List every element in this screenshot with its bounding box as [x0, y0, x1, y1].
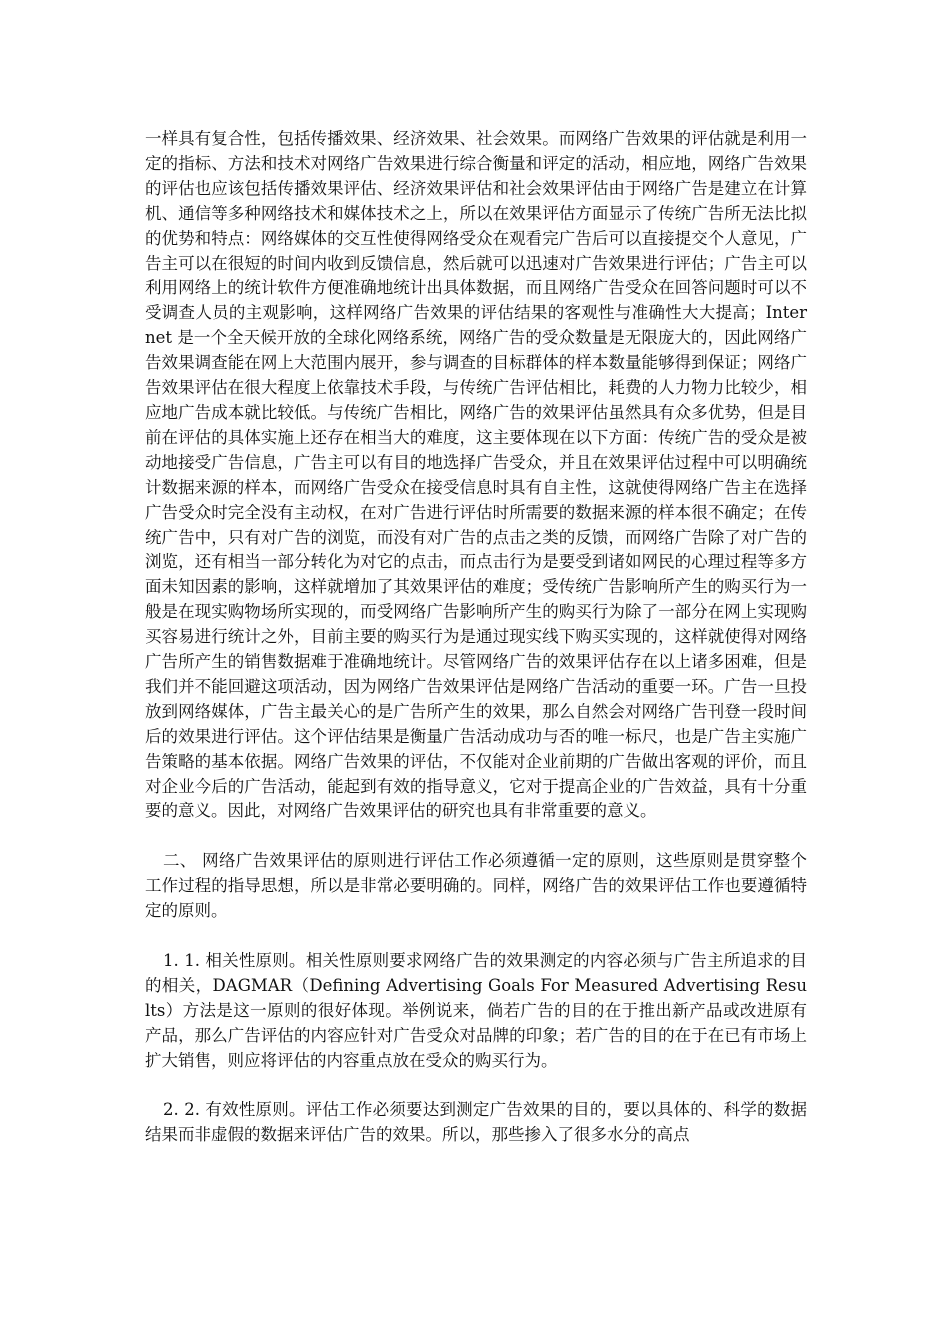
paragraph-spacer: [145, 824, 807, 849]
list-item-validity-principle: 2. 2. 有效性原则。评估工作必须要达到测定广告效果的目的，要以具体的、科学的数据结果而非虚假的数据来评估广告的效果。所以，那些掺入了很多水分的高点: [145, 1100, 807, 1145]
paragraph-spacer: [145, 1073, 807, 1098]
section-heading-principles: 二、 网络广告效果评估的原则进行评估工作必须遵循一定的原则，这些原则是贯穿整个工作过程的指导思想，所以是非常必要明确的。同样，网络广告的效果评估工作也要遵循特定的原则。: [145, 851, 807, 921]
document-body: [145, 127, 807, 1148]
body-paragraph-effect-evaluation: 一样具有复合性，包括传播效果、经济效果、社会效果。而网络广告效果的评估就是利用一定的指标、方法和技术对网络广告效果进行综合衡量和评定的活动，相应地，网络广告效果的评估也应该包括传播效果评估、经济效果评估和社会效果评估由于网络广告是建立在计算机、通信等多种网络技术和媒体技术之上，所以在效果评估方面显示了传统广告所无法比拟的优势和特点：网络媒体的交互性使得网络受众在观看完广告后可以直接提交个人意见，广告主可以在很短的时间内收到反馈信息，然后就可以迅速对广告效果进行评估；广告主可以利用网络上的统计软件方便准确地统计出具体数据，而且网络广告受众在回答问题时可以不受调查人员的主观影响，这样网络广告效果的评估结果的客观性与准确性大大提高；Internet 是一个全天候开放的全球化网络系统，网络广告的受众数量是无限庞大的，因此网络广告效果调查能在网上大范围内展开，参与调查的目标群体的样本数量能够得到保证；网络广告效果评估在很大程度上依靠技术手段，与传统广告评估相比，耗费的人力物力比较少，相应地广告成本就比较低。与传统广告相比，网络广告的效果评估虽然具有众多优势，但是目前在评估的具体实施上还存在相当大的难度，这主要体现在以下方面：传统广告的受众是被动地接受广告信息，广告主可以有目的地选择广告受众，并且在效果评估过程中可以明确统计数据来源的样本，而网络广告受众在接受信息时具有自主性，这就使得网络广告主在选择广告受众时完全没有主动权，在对广告进行评估时所需要的数据来源的样本很不确定；在传统广告中，只有对广告的浏览，而没有对广告的点击之类的反馈，而网络广告除了对广告的浏览，还有相当一部分转化为对它的点击，而点击行为是要受到诸如网民的心理过程等多方面未知因素的影响，这样就增加了其效果评估的难度；受传统广告影响所产生的购买行为一般是在现实购物场所实现的，而受网络广告影响所产生的购买行为除了一部分在网上实现购买容易进行统计之外，目前主要的购买行为是通过现实线下购买实现的，这样就使得对网络广告所产生的销售数据难于准确地统计。尽管网络广告的效果评估存在以上诸多困难，但是我们并不能回避这项活动，因为网络广告效果评估是网络广告活动的重要一环。广告一旦投放到网络媒体，广告主最关心的是广告所产生的效果，那么自然会对网络广告刊登一段时间后的效果进行评估。这个评估结果是衡量广告活动成功与否的唯一标尺，也是广告主实施广告策略的基本依据。网络广告效果的评估，不仅能对企业前期的广告做出客观的评价，而且对企业今后的广告活动，能起到有效的指导意义，它对于提高企业的广告效益，具有十分重要的意义。因此，对网络广告效果评估的研究也具有非常重要的意义。: [145, 129, 807, 821]
list-item-relevance-principle: 1. 1. 相关性原则。相关性原则要求网络广告的效果测定的内容必须与广告主所追求的目的相关，DAGMAR（Defining Advertising Goals For Measured Advertising Results）方法是这一原则的很好体现。举例说来，倘若广告的目的在于推出新产品或改进原有产品，那么广告评估的内容应针对广告受众对品牌的印象；若广告的目的在于在已有市场上扩大销售，则应将评估的内容重点放在受众的购买行为。: [145, 950, 807, 1070]
paragraph-spacer: [145, 924, 807, 949]
